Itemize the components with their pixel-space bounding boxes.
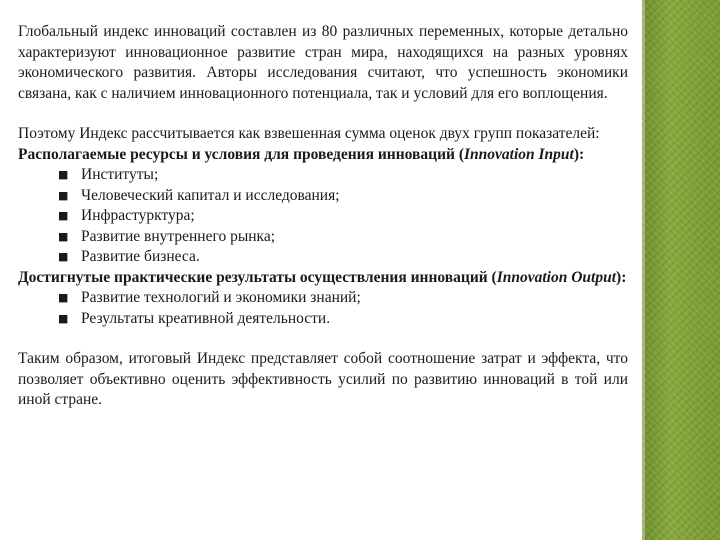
list-item bbox=[18, 309, 628, 330]
list-item-text: Человеческий капитал и исследования; bbox=[81, 186, 340, 204]
bullet-icon: ■ bbox=[58, 250, 69, 263]
group1-heading-text: Располагаемые ресурсы и условия для проведения инноваций ( bbox=[18, 145, 464, 163]
document-body bbox=[18, 22, 628, 411]
conclusion-paragraph: Таким образом, итоговый Индекс представляет собой соотношение затрат и эффекта, что позволяет объективно оценить эффективность усилий по развитию инноваций в той или иной стране. bbox=[18, 350, 628, 408]
bullet-icon: ■ bbox=[58, 168, 69, 181]
group1-heading-end: ): bbox=[573, 145, 585, 163]
paragraph-spacer bbox=[18, 104, 628, 124]
bullet-icon: ■ bbox=[58, 291, 69, 304]
list-item-text: Инфрастурктура; bbox=[81, 207, 195, 224]
bullet-icon: ■ bbox=[58, 188, 69, 202]
group1-heading-english: Innovation Input bbox=[463, 145, 574, 163]
group2-heading-text: Достигнутые практические результаты осуществления инноваций ( bbox=[18, 268, 497, 286]
list-item-text: Развитие технологий и экономики знаний; bbox=[81, 289, 361, 306]
group2-heading-end: ): bbox=[616, 268, 627, 286]
group2-heading bbox=[18, 268, 628, 289]
list-item bbox=[18, 227, 628, 248]
list-item-text: Результаты креативной деятельности. bbox=[81, 309, 331, 327]
list-item bbox=[18, 288, 628, 309]
bullet-icon: ■ bbox=[58, 209, 69, 222]
group2-heading-english: Innovation Output bbox=[496, 268, 617, 286]
bullet-icon: ■ bbox=[58, 229, 69, 243]
group2-list bbox=[18, 288, 628, 329]
list-item-text: Развитие внутреннего рынка; bbox=[81, 227, 276, 245]
list-item bbox=[18, 247, 628, 268]
list-item-text: Развитие бизнеса. bbox=[81, 248, 200, 265]
paragraph-spacer bbox=[18, 329, 628, 349]
list-item bbox=[18, 206, 628, 227]
list-item bbox=[18, 165, 628, 186]
group1-heading bbox=[18, 145, 628, 166]
decorative-sidebar bbox=[642, 0, 720, 540]
index-paragraph: Поэтому Индекс рассчитывается как взвешенная сумма оценок двух групп показателей: bbox=[18, 125, 600, 142]
list-item bbox=[18, 186, 628, 207]
group1-list bbox=[18, 165, 628, 268]
intro-paragraph: Глобальный индекс инноваций составлен из 80 различных переменных, которые детально характеризуют инновационное развитие стран мира, находящихся на разных уровнях экономического развития. Авторы исследования считают, что успешность экономики связана, как с наличием инновационного потенциала, так и условий для его воплощения. bbox=[18, 23, 628, 102]
bullet-icon: ■ bbox=[58, 311, 69, 325]
list-item-text: Институты; bbox=[81, 166, 159, 183]
